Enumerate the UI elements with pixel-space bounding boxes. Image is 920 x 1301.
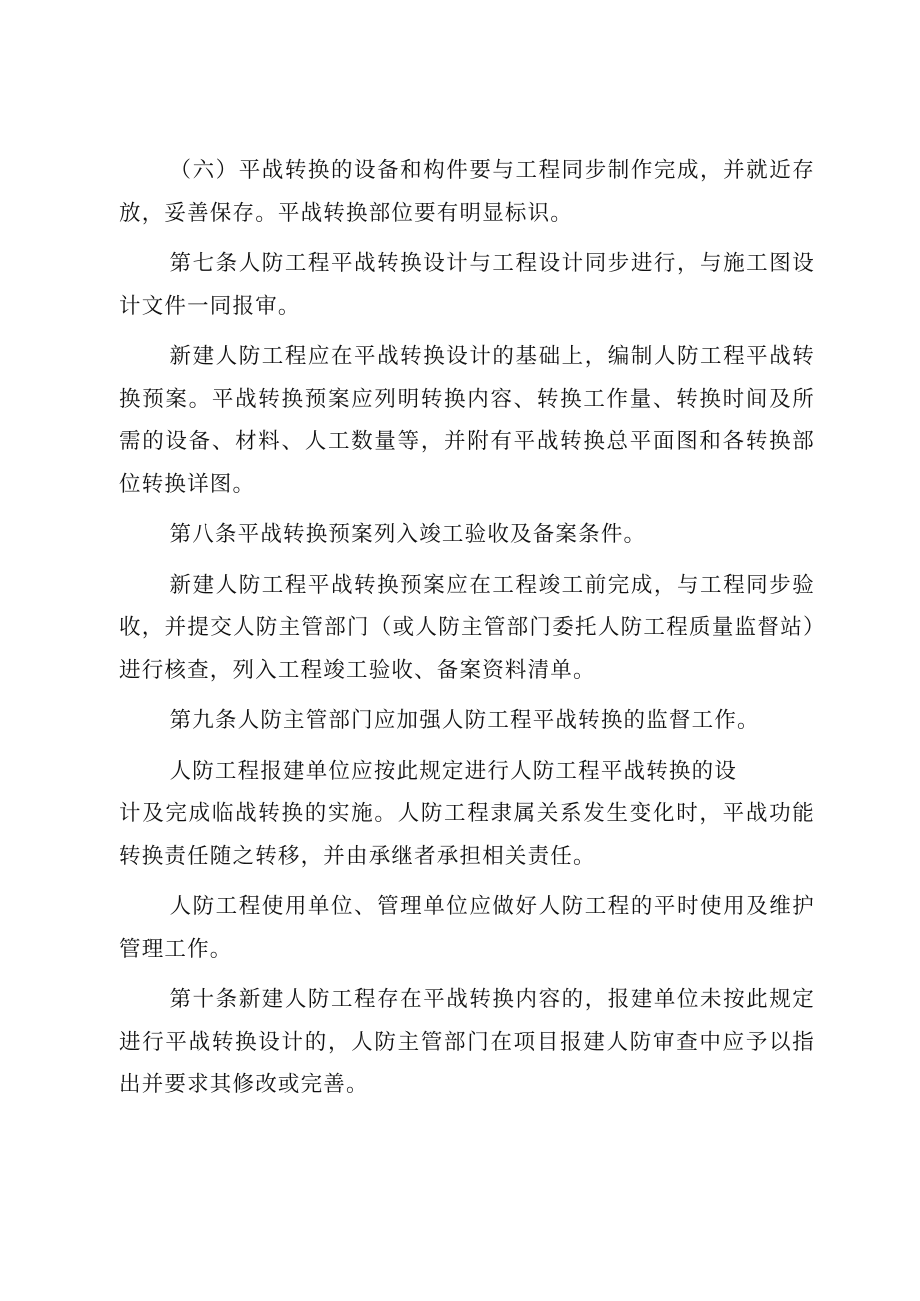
paragraph-conversion-plan: 新建人防工程应在平战转换设计的基础上，编制人防工程平战转换预案。平战转换预案应列明转换内容、转换工作量、转换时间及所需的设备、材料、人工数量等，并附有平战转换总平面图和各转换部位转换详图。 (119, 344, 815, 497)
paragraph-builder-responsibility-line-2: 计及完成临战转换的实施。人防工程隶属关系发生变化时，平战功能转换责任随之转移，并由承继者承担相关责任。 (119, 801, 815, 869)
paragraph-user-maintenance: 人防工程使用单位、管理单位应做好人防工程的平时使用及维护管理工作。 (119, 894, 815, 962)
paragraph-article-7: 第七条人防工程平战转换设计与工程设计同步进行，与施工图设计文件一同报审。 (119, 251, 815, 319)
paragraph-article-9: 第九条人防主管部门应加强人防工程平战转换的监督工作。 (169, 708, 760, 733)
paragraph-builder-responsibility (119, 751, 815, 879)
paragraph-plan-acceptance: 新建人防工程平战转换预案应在工程竣工前完成，与工程同步验收，并提交人防主管部门（或人防主管部门委托人防工程质量监督站）进行核查，列入工程竣工验收、备案资料清单。 (119, 572, 815, 683)
paragraph-item-6: （六）平战转换的设备和构件要与工程同步制作完成，并就近存放，妥善保存。平战转换部位要有明显标识。 (119, 158, 815, 226)
paragraph-article-10: 第十条新建人防工程存在平战转换内容的，报建单位未按此规定进行平战转换设计的，人防主管部门在项目报建人防审查中应予以指出并要求其修改或完善。 (119, 987, 815, 1097)
document-body (119, 150, 815, 1107)
paragraph-builder-responsibility-line-1: 人防工程报建单位应按此规定进行人防工程平战转换的设 (169, 758, 738, 784)
paragraph-article-8: 第八条平战转换预案列入竣工验收及备案条件。 (169, 522, 647, 547)
